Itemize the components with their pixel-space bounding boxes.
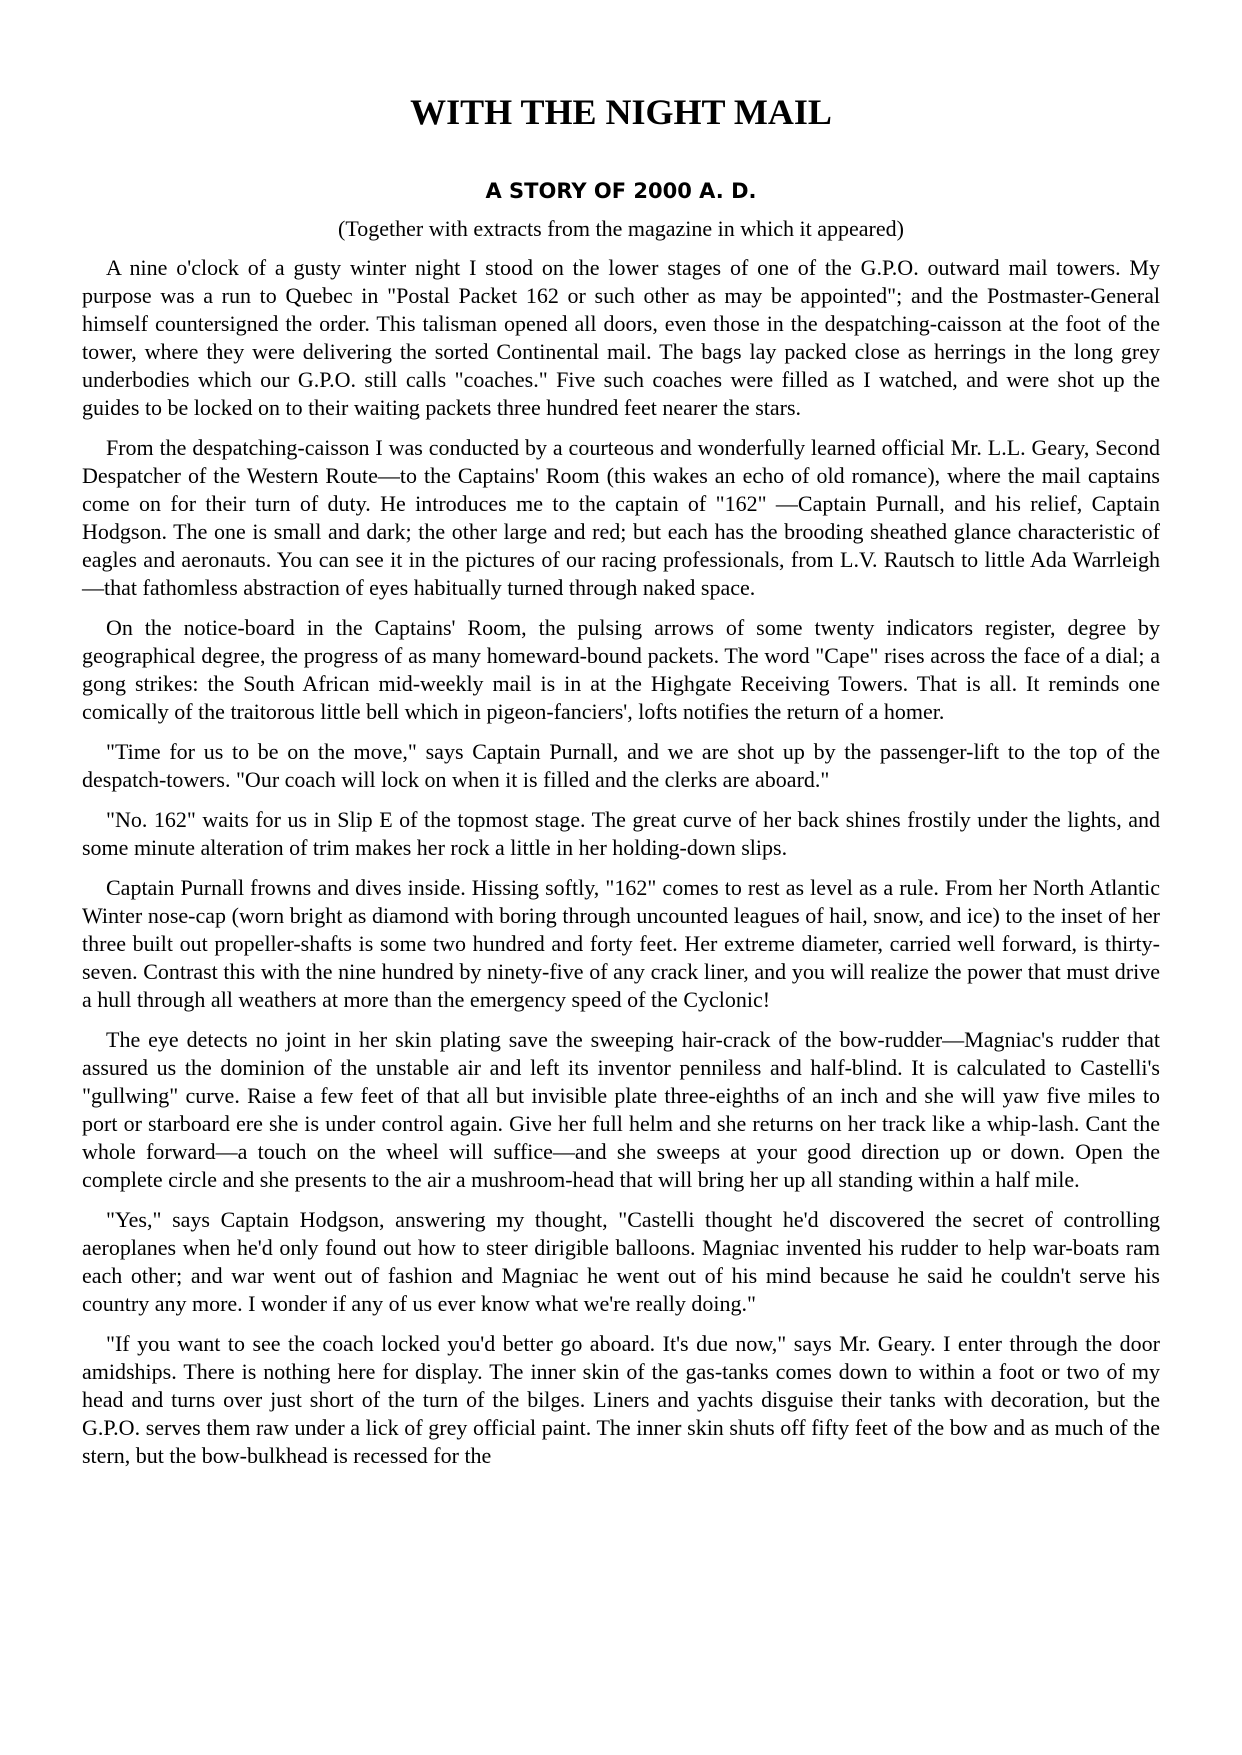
paragraph-3: On the notice-board in the Captains' Room, the pulsing arrows of some twenty indicators register, degree by geographical degree, the progress of as many homeward-bound packets. The word "Cape" rises across the face of a dial; a gong strikes: the South African mid-weekly mail is in at the Highgate Receiving Towers. That is all. It reminds one comically of the traitorous little bell which in pigeon-fanciers', lofts notifies the return of a homer.	[82, 615, 1160, 724]
page-subtitle: A STORY OF 2000 A. D.	[485, 179, 757, 203]
body-text	[82, 254, 1160, 1482]
paragraph-1: A nine o'clock of a gusty winter night I stood on the lower stages of one of the G.P.O. outward mail towers. My purpose was a run to Quebec in "Postal Packet 162 or such other as may be appointed"; and the Postmaster-General himself countersigned the order. This talisman opened all doors, even those in the despatching-caisson at the foot of the tower, where they were delivering the sorted Continental mail. The bags lay packed close as herrings in the long grey underbodies which our G.P.O. still calls "coaches." Five such coaches were filled as I watched, and were shot up the guides to be locked on to their waiting packets three hundred feet nearer the stars.	[82, 255, 1160, 420]
page-note: (Together with extracts from the magazine in which it appeared)	[338, 216, 904, 241]
page-title: WITH THE NIGHT MAIL	[410, 92, 832, 132]
paragraph-4: "Time for us to be on the move," says Captain Purnall, and we are shot up by the passenger-lift to the top of the despatch-towers. "Our coach will lock on when it is filled and the clerks are aboard."	[82, 739, 1160, 792]
paragraph-8: "Yes," says Captain Hodgson, answering my thought, "Castelli thought he'd discovered the secret of controlling aeroplanes when he'd only found out how to steer dirigible balloons. Magniac invented his rudder to help war-boats ram each other; and war went out of fashion and Magniac he went out of his mind because he said he couldn't serve his country any more. I wonder if any of us ever know what we're really doing."	[82, 1207, 1160, 1316]
paragraph-2: From the despatching-caisson I was conducted by a courteous and wonderfully learned official Mr. L.L. Geary, Second Despatcher of the Western Route—to the Captains' Room (this wakes an echo of old romance), where the mail captains come on for their turn of duty. He introduces me to the captain of "162" —Captain Purnall, and his relief, Captain Hodgson. The one is small and dark; the other large and red; but each has the brooding sheathed glance characteristic of eagles and aeronauts. You can see it in the pictures of our racing professionals, from L.V. Rautsch to little Ada Warrleigh—that fathomless abstraction of eyes habitually turned through naked space.	[82, 435, 1160, 600]
paragraph-7: The eye detects no joint in her skin plating save the sweeping hair-crack of the bow-rudder—Magniac's rudder that assured us the dominion of the unstable air and left its inventor penniless and half-blind. It is calculated to Castelli's "gullwing" curve. Raise a few feet of that all but invisible plate three-eighths of an inch and she will yaw five miles to port or starboard ere she is under control again. Give her full helm and she returns on her track like a whip-lash. Cant the whole forward—a touch on the wheel will suffice—and she sweeps at your good direction up or down. Open the complete circle and she presents to the air a mushroom-head that will bring her up all standing within a half mile.	[82, 1027, 1160, 1192]
paragraph-5: "No. 162" waits for us in Slip E of the topmost stage. The great curve of her back shines frostily under the lights, and some minute alteration of trim makes her rock a little in her holding-down slips.	[82, 807, 1160, 860]
paragraph-9: "If you want to see the coach locked you'd better go aboard. It's due now," says Mr. Geary. I enter through the door amidships. There is nothing here for display. The inner skin of the gas-tanks comes down to within a foot or two of my head and turns over just short of the turn of the bilges. Liners and yachts disguise their tanks with decoration, but the G.P.O. serves them raw under a lick of grey official paint. The inner skin shuts off fifty feet of the bow and as much of the stern, but the bow-bulkhead is recessed for the	[82, 1331, 1160, 1468]
paragraph-6: Captain Purnall frowns and dives inside. Hissing softly, "162" comes to rest as level as a rule. From her North Atlantic Winter nose-cap (worn bright as diamond with boring through uncounted leagues of hail, snow, and ice) to the inset of her three built out propeller-shafts is some two hundred and forty feet. Her extreme diameter, carried well forward, is thirty-seven. Contrast this with the nine hundred by ninety-five of any crack liner, and you will realize the power that must drive a hull through all weathers at more than the emergency speed of the Cyclonic!	[82, 875, 1160, 1012]
